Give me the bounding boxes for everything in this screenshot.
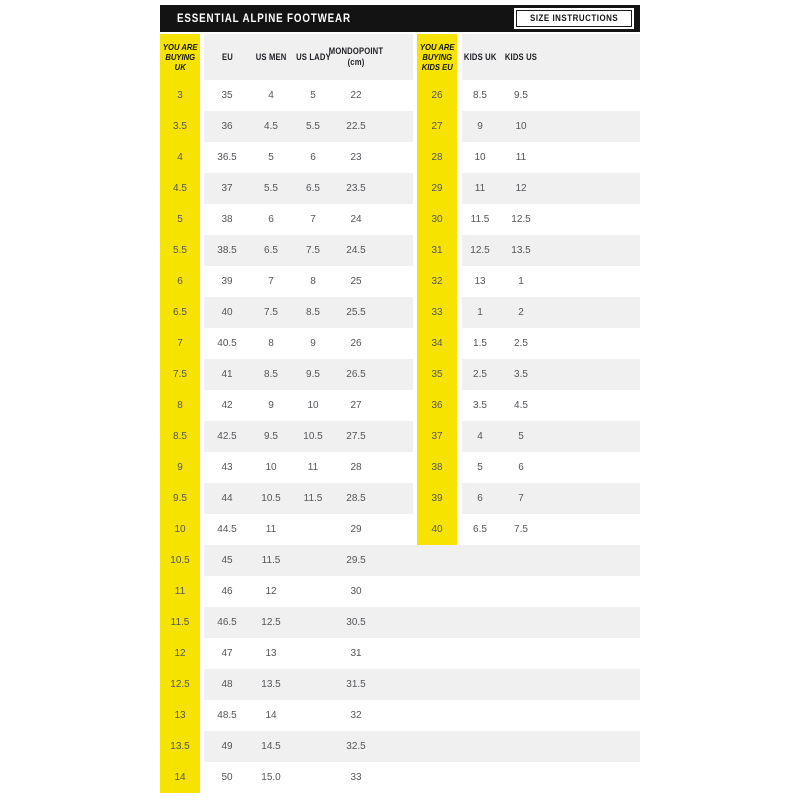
adult-size-row (160, 235, 640, 266)
kids-eu-size-cell (417, 452, 457, 483)
adult-row-strip (204, 700, 640, 731)
kids-uk-size-value: 2.5 (473, 369, 487, 380)
kids-eu-size-cell (417, 111, 457, 142)
kids-eu-size-value: 30 (431, 214, 443, 225)
kids-uk-size-value: 1 (477, 307, 483, 318)
uk-size-cell (160, 700, 200, 731)
us-lady-size-value (292, 762, 334, 793)
uk-size-cell (160, 266, 200, 297)
kids-us-size-value: 12.5 (511, 214, 531, 225)
kids-eu-size-cell (417, 142, 457, 173)
us-men-size-value: 6 (268, 214, 274, 225)
kids-eu-size-cell (417, 235, 457, 266)
col-header-eu: EU (221, 52, 233, 62)
adult-row-strip (204, 607, 640, 638)
uk-size-cell (160, 483, 200, 514)
adult-row-strip (204, 762, 640, 793)
adult-row-strip (204, 545, 640, 576)
uk-size-value: 8.5 (173, 431, 187, 442)
kids-eu-size-value: 26 (431, 90, 443, 101)
adult-row-strip (204, 576, 640, 607)
kids-eu-size-value: 31 (431, 245, 443, 256)
adult-size-row (160, 669, 640, 700)
kids-us-size-value: 11 (515, 152, 527, 163)
kids-us-size-value: 9.5 (514, 90, 528, 101)
uk-size-value: 3 (177, 90, 183, 101)
adult-size-row (160, 173, 640, 204)
uk-size-cell (160, 173, 200, 204)
uk-size-value: 10 (174, 524, 186, 535)
us-lady-size-value: 8 (310, 276, 316, 287)
uk-size-cell (160, 762, 200, 793)
kids-eu-size-value: 29 (431, 183, 443, 194)
adult-size-row (160, 762, 640, 793)
eu-size-value: 43 (221, 462, 233, 473)
mondopoint-value: 23 (350, 152, 362, 163)
kids-uk-size-value: 4 (477, 431, 483, 442)
adult-size-row (160, 452, 640, 483)
kids-size-table (413, 34, 544, 545)
us-men-size-value: 7 (268, 276, 274, 287)
kids-us-size-value: 13.5 (511, 245, 531, 256)
eu-size-value: 41 (221, 369, 233, 380)
uk-size-value: 9.5 (173, 493, 187, 504)
mondopoint-value: 24 (350, 214, 362, 225)
uk-size-value: 8 (177, 400, 183, 411)
kids-eu-size-cell (417, 390, 457, 421)
us-lady-size-value: 5.5 (306, 121, 320, 132)
us-men-size-value: 12.5 (261, 617, 281, 628)
kids-size-row (413, 204, 544, 235)
mondopoint-value: 24.5 (346, 245, 366, 256)
uk-size-cell (160, 514, 200, 545)
kids-eu-size-value: 32 (431, 276, 443, 287)
kids-uk-size-value: 6 (477, 493, 483, 504)
kids-size-row (413, 514, 544, 545)
kids-size-row (413, 297, 544, 328)
uk-size-value: 6 (177, 276, 183, 287)
us-lady-size-value (292, 514, 334, 545)
eu-size-value: 40.5 (217, 338, 237, 349)
us-lady-size-value (292, 638, 334, 669)
page-title: ESSENTIAL ALPINE FOOTWEAR (177, 12, 351, 25)
kids-eu-size-cell (417, 297, 457, 328)
us-lady-size-value (292, 700, 334, 731)
eu-size-value: 47 (221, 648, 233, 659)
adult-size-row (160, 638, 640, 669)
eu-size-value: 45 (221, 555, 233, 566)
uk-size-cell (160, 452, 200, 483)
eu-size-value: 38.5 (217, 245, 237, 256)
kids-uk-size-value: 9 (477, 121, 483, 132)
us-men-size-value: 7.5 (264, 307, 278, 318)
us-lady-size-value: 11.5 (303, 493, 323, 504)
us-men-size-value: 4 (268, 90, 274, 101)
kids-size-row (413, 142, 544, 173)
mondopoint-value: 26.5 (346, 369, 366, 380)
uk-size-cell (160, 545, 200, 576)
kids-uk-size-value: 11.5 (470, 214, 490, 225)
uk-size-value: 5 (177, 214, 183, 225)
kids-eu-size-value: 39 (431, 493, 443, 504)
kids-eu-size-cell (417, 266, 457, 297)
uk-size-cell (160, 359, 200, 390)
us-lady-size-value (292, 731, 334, 762)
eu-size-value: 36 (221, 121, 233, 132)
mondopoint-value: 30 (350, 586, 362, 597)
kids-uk-size-value: 3.5 (473, 400, 487, 411)
uk-size-value: 7 (177, 338, 183, 349)
us-lady-size-value: 5 (310, 90, 316, 101)
uk-size-value: 13 (174, 710, 186, 721)
kids-eu-size-value: 38 (431, 462, 443, 473)
kids-us-size-value: 2 (518, 307, 524, 318)
size-instructions-label: SIZE INSTRUCTIONS (529, 13, 618, 23)
uk-size-value: 4 (177, 152, 183, 163)
mondopoint-value: 22 (350, 90, 362, 101)
mondopoint-value: 25.5 (346, 307, 366, 318)
kids-size-row (413, 421, 544, 452)
uk-size-cell (160, 297, 200, 328)
eu-size-value: 38 (221, 214, 233, 225)
us-men-size-value: 5.5 (264, 183, 278, 194)
adult-size-row (160, 700, 640, 731)
us-men-size-value: 6.5 (264, 245, 278, 256)
adult-header-row (160, 34, 640, 80)
col-header-us-men: US MEN (255, 52, 287, 62)
mondopoint-value: 27.5 (346, 431, 366, 442)
kids-eu-size-value: 36 (431, 400, 443, 411)
adult-size-row (160, 297, 640, 328)
mondopoint-value: 32 (350, 710, 362, 721)
uk-size-value: 11.5 (170, 617, 190, 628)
uk-size-value: 11 (174, 586, 186, 597)
size-instructions-button[interactable] (516, 10, 632, 27)
mondopoint-value: 31.5 (346, 679, 366, 690)
eu-size-value: 44.5 (217, 524, 237, 535)
us-men-size-value: 10.5 (261, 493, 281, 504)
eu-size-value: 46 (221, 586, 233, 597)
adult-size-row (160, 731, 640, 762)
kids-size-row (413, 235, 544, 266)
adult-size-row (160, 80, 640, 111)
uk-size-cell (160, 607, 200, 638)
col-header-us-lady: US LADY (295, 52, 331, 62)
us-men-size-value: 15.0 (261, 772, 281, 783)
eu-size-value: 36.5 (217, 152, 237, 163)
adult-row-strip (204, 669, 640, 700)
uk-size-cell (160, 390, 200, 421)
uk-size-value: 3.5 (173, 121, 187, 132)
uk-size-cell (160, 638, 200, 669)
kids-uk-size-value: 10 (474, 152, 486, 163)
us-lady-size-value (292, 607, 334, 638)
kids-us-size-value: 1 (518, 276, 524, 287)
kids-eu-size-cell (417, 483, 457, 514)
kids-eu-size-cell (417, 173, 457, 204)
us-lady-size-value (292, 669, 334, 700)
us-men-size-value: 5 (268, 152, 274, 163)
adult-size-row (160, 390, 640, 421)
kids-us-size-value: 5 (518, 431, 524, 442)
us-lady-size-value: 6.5 (306, 183, 320, 194)
kids-eu-size-value: 34 (431, 338, 443, 349)
us-lady-size-value: 9 (310, 338, 316, 349)
col-header-mondopoint: MONDOPOINT (cm) (328, 46, 384, 67)
us-lady-size-value: 6 (310, 152, 316, 163)
eu-size-value: 42.5 (217, 431, 237, 442)
mondopoint-value: 29 (350, 524, 362, 535)
kids-uk-size-value: 11 (474, 183, 486, 194)
eu-size-value: 48 (221, 679, 233, 690)
adult-size-row (160, 514, 640, 545)
us-men-size-value: 9.5 (264, 431, 278, 442)
us-men-size-value: 13.5 (261, 679, 281, 690)
us-lady-size-value: 7.5 (306, 245, 320, 256)
kids-size-row (413, 390, 544, 421)
uk-size-cell (160, 731, 200, 762)
kids-size-row (413, 266, 544, 297)
kids-eu-size-value: 37 (431, 431, 443, 442)
us-lady-size-value (292, 576, 334, 607)
kids-us-size-value: 3.5 (514, 369, 528, 380)
kids-buying-header-cell (417, 34, 457, 80)
kids-buying-label: YOU ARE BUYING KIDS EU (419, 42, 455, 72)
uk-size-value: 12.5 (170, 679, 190, 690)
us-men-size-value: 4.5 (264, 121, 278, 132)
us-men-size-value: 11 (265, 524, 277, 535)
uk-size-value: 9 (177, 462, 183, 473)
uk-size-value: 12 (174, 648, 186, 659)
eu-size-value: 49 (221, 741, 233, 752)
kids-uk-size-value: 8.5 (473, 90, 487, 101)
uk-size-value: 14 (174, 772, 186, 783)
kids-us-size-value: 7.5 (514, 524, 528, 535)
us-men-size-value: 8 (268, 338, 274, 349)
mondopoint-value: 30.5 (346, 617, 366, 628)
uk-size-value: 13.5 (170, 741, 190, 752)
eu-size-value: 40 (221, 307, 233, 318)
col-header-kids-us: KIDS US (504, 52, 538, 62)
kids-size-row (413, 173, 544, 204)
kids-eu-size-cell (417, 514, 457, 545)
kids-header-row (413, 34, 544, 80)
eu-size-value: 50 (221, 772, 233, 783)
eu-size-value: 39 (221, 276, 233, 287)
kids-size-row (413, 359, 544, 390)
mondopoint-value: 22.5 (346, 121, 366, 132)
kids-uk-size-value: 1.5 (473, 338, 487, 349)
us-lady-size-value: 9.5 (306, 369, 320, 380)
adult-size-row (160, 204, 640, 235)
adult-row-strip (204, 731, 640, 762)
mondopoint-value: 28.5 (346, 493, 366, 504)
kids-size-row (413, 80, 544, 111)
adult-size-row (160, 421, 640, 452)
us-men-size-value: 14.5 (261, 741, 281, 752)
adult-size-row (160, 607, 640, 638)
kids-eu-size-cell (417, 328, 457, 359)
mondopoint-value: 26 (350, 338, 362, 349)
mondopoint-value: 27 (350, 400, 362, 411)
col-header-kids-uk: KIDS UK (463, 52, 497, 62)
kids-size-row (413, 328, 544, 359)
uk-size-value: 4.5 (173, 183, 187, 194)
uk-size-cell (160, 576, 200, 607)
us-lady-size-value: 11 (307, 462, 319, 473)
eu-size-value: 48.5 (217, 710, 237, 721)
adult-size-row (160, 359, 640, 390)
mondopoint-value: 31 (350, 648, 362, 659)
size-chart (160, 5, 640, 793)
kids-us-size-value: 12 (515, 183, 527, 194)
kids-us-size-value: 4.5 (514, 400, 528, 411)
uk-size-cell (160, 204, 200, 235)
adult-size-row (160, 483, 640, 514)
kids-size-row (413, 111, 544, 142)
kids-us-size-value: 7 (518, 493, 524, 504)
kids-uk-size-value: 12.5 (470, 245, 490, 256)
us-men-size-value: 9 (268, 400, 274, 411)
uk-size-cell (160, 80, 200, 111)
us-men-size-value: 11.5 (261, 555, 281, 566)
adult-size-row (160, 142, 640, 173)
uk-size-cell (160, 111, 200, 142)
eu-size-value: 37 (221, 183, 233, 194)
uk-size-value: 7.5 (173, 369, 187, 380)
mondopoint-value: 33 (350, 772, 362, 783)
kids-eu-size-value: 40 (431, 524, 443, 535)
us-men-size-value: 8.5 (264, 369, 278, 380)
uk-size-cell (160, 142, 200, 173)
adult-size-row (160, 266, 640, 297)
adult-size-table (160, 34, 640, 793)
adult-size-row (160, 576, 640, 607)
us-men-size-value: 10 (265, 462, 277, 473)
mondopoint-value: 28 (350, 462, 362, 473)
kids-eu-size-cell (417, 421, 457, 452)
mondopoint-value: 29.5 (346, 555, 366, 566)
us-lady-size-value: 10.5 (303, 431, 323, 442)
header-bar (160, 5, 640, 32)
uk-size-cell (160, 328, 200, 359)
kids-uk-size-value: 13 (474, 276, 486, 287)
uk-size-value: 5.5 (173, 245, 187, 256)
eu-size-value: 46.5 (217, 617, 237, 628)
mondopoint-value: 32.5 (346, 741, 366, 752)
uk-size-cell (160, 669, 200, 700)
adult-size-row (160, 111, 640, 142)
us-men-size-value: 12 (265, 586, 277, 597)
kids-eu-size-value: 35 (431, 369, 443, 380)
uk-size-value: 10.5 (170, 555, 190, 566)
kids-eu-size-cell (417, 80, 457, 111)
kids-eu-size-cell (417, 359, 457, 390)
uk-size-value: 6.5 (173, 307, 187, 318)
adult-buying-label: YOU ARE BUYING UK (162, 42, 198, 72)
eu-size-value: 35 (221, 90, 233, 101)
kids-us-size-value: 6 (518, 462, 524, 473)
us-lady-size-value: 10 (307, 400, 319, 411)
eu-size-value: 44 (221, 493, 233, 504)
us-men-size-value: 14 (265, 710, 277, 721)
adult-buying-header-cell (160, 34, 200, 80)
kids-size-row (413, 452, 544, 483)
adult-row-strip (204, 638, 640, 669)
uk-size-cell (160, 421, 200, 452)
kids-size-row (413, 483, 544, 514)
us-lady-size-value: 7 (310, 214, 316, 225)
kids-us-size-value: 10 (515, 121, 527, 132)
us-men-size-value: 13 (265, 648, 277, 659)
kids-eu-size-value: 33 (431, 307, 443, 318)
kids-eu-size-value: 28 (431, 152, 443, 163)
kids-eu-size-cell (417, 204, 457, 235)
mondopoint-value: 23.5 (346, 183, 366, 194)
eu-size-value: 42 (221, 400, 233, 411)
kids-us-size-value: 2.5 (514, 338, 528, 349)
kids-eu-size-value: 27 (431, 121, 443, 132)
us-lady-size-value: 8.5 (306, 307, 320, 318)
adult-size-row (160, 328, 640, 359)
adult-size-row (160, 545, 640, 576)
mondopoint-value: 25 (350, 276, 362, 287)
kids-uk-size-value: 6.5 (473, 524, 487, 535)
uk-size-cell (160, 235, 200, 266)
kids-uk-size-value: 5 (477, 462, 483, 473)
us-lady-size-value (292, 545, 334, 576)
